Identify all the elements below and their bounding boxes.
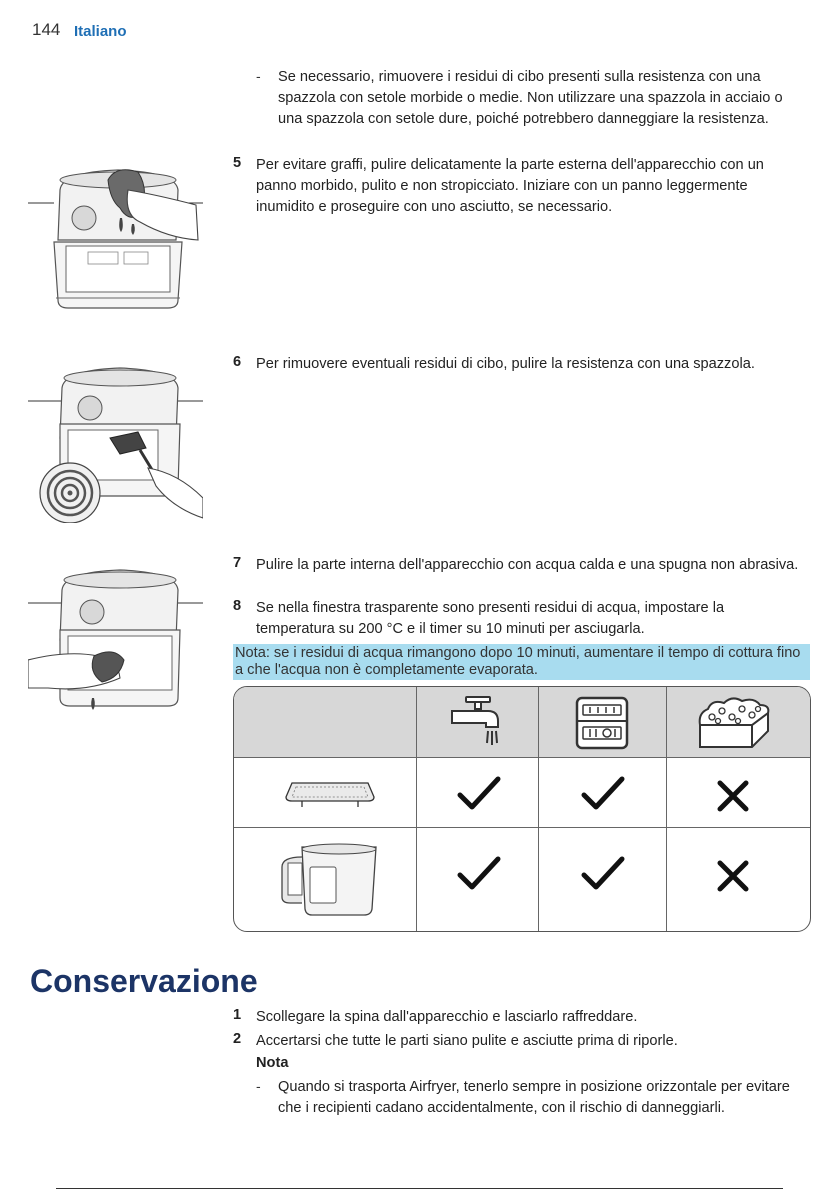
storage-bullet-text: Quando si trasporta Airfryer, tenerlo sempre in posizione orizzontale per evitare che i recipienti cadano accidentalmente, con il rischio di danneggiarli. — [278, 1079, 790, 1116]
bullet-dash: - — [256, 68, 261, 84]
check-icon — [580, 775, 626, 813]
nota-label: Nota — [256, 1055, 289, 1071]
page-number: 144 — [32, 20, 61, 39]
check-icon — [580, 855, 626, 893]
step-number: 6 — [233, 354, 242, 370]
note-text: Nota: se i residui di acqua rimangono dopo 10 minuti, aumentare il tempo di cottura fino a che l'acqua non è completamente evaporata. — [235, 645, 801, 678]
storage-step1-text: Scollegare la spina dall'apparecchio e lasciarlo raffreddare. — [256, 1009, 638, 1025]
check-icon — [456, 855, 502, 893]
step-number: 5 — [233, 155, 242, 171]
step-number: 2 — [233, 1031, 242, 1047]
cross-icon — [716, 859, 750, 893]
step-number: 8 — [233, 598, 242, 614]
step-number: 1 — [233, 1007, 242, 1023]
section-title: Conservazione — [30, 963, 258, 999]
airfryer-clean-interior-illustration — [28, 560, 203, 715]
basket-icon — [276, 837, 380, 921]
bullet-dash: - — [256, 1078, 261, 1094]
step-number: 7 — [233, 555, 242, 571]
step7-text: Pulire la parte interna dell'apparecchio con acqua calda e una spugna non abrasiva. — [256, 557, 799, 573]
check-icon — [456, 775, 502, 813]
airfryer-wipe-exterior-illustration — [28, 160, 203, 320]
cross-icon — [716, 779, 750, 813]
dishwasher-icon — [574, 695, 630, 751]
step8-text: Se nella finestra trasparente sono presenti residui di acqua, impostare la temperatura su 200 °C e il timer su 10 minuti per asciugarla. — [256, 600, 725, 637]
language-label: Italiano — [74, 23, 127, 40]
sponge-icon — [694, 693, 774, 751]
cleaning-method-table — [233, 686, 811, 932]
storage-step2-text: Accertarsi che tutte le parti siano pulite e asciutte prima di riporle. — [256, 1033, 678, 1049]
footer-rule — [56, 1188, 783, 1189]
step6-text: Per rimuovere eventuali residui di cibo, pulire la resistenza con una spazzola. — [256, 356, 755, 372]
airfryer-brush-element-illustration — [28, 358, 203, 523]
tap-water-icon — [448, 695, 508, 751]
grill-plate-icon — [282, 773, 378, 811]
step5-text: Per evitare graffi, pulire delicatamente la parte esterna dell'apparecchio con un panno morbido, pulito e non stropicciato. Iniziare con un panno leggermente inumidito e proseguire con uno asciutto, se necessario. — [256, 157, 764, 215]
brush-bullet-text: Se necessario, rimuovere i residui di cibo presenti sulla resistenza con una spazzola con setole morbide o medie. Non utilizzare una spazzola in acciaio o una spazzola con setole dure, poiché potrebbero danneggiare la resistenza. — [278, 69, 783, 127]
